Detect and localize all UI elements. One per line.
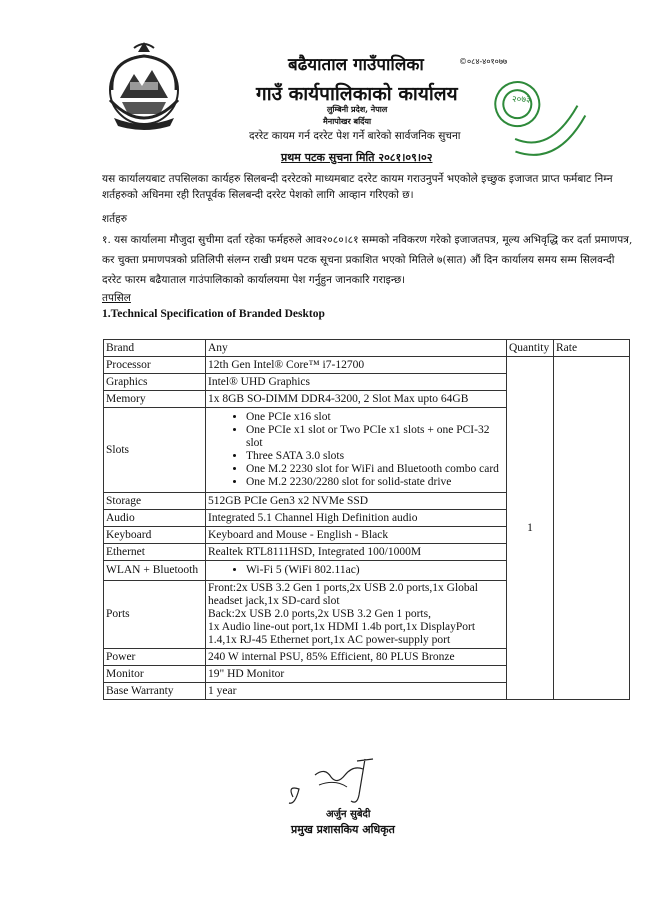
- notice-subject: दररेट कायम गर्न दररेट पेश गर्ने बारेको सार्वजनिक सुचना: [249, 130, 461, 142]
- row-value: 512GB PCIe Gen3 x2 NVMe SSD: [206, 493, 507, 510]
- table-row: [104, 340, 630, 357]
- row-value: 19" HD Monitor: [206, 666, 507, 683]
- quantity-cell: 1: [507, 357, 554, 700]
- row-value: 12th Gen Intel® Core™ i7-12700: [206, 357, 507, 374]
- list-item: • One M.2 2230 slot for WiFi and Bluetooth combo card: [246, 463, 504, 476]
- row-value: [206, 581, 507, 649]
- row-label: Base Warranty: [104, 683, 206, 700]
- notice-date: प्रथम पटक सुचना मिति २०८१।०९।०२: [281, 151, 433, 164]
- office-title: गाउँ कार्यपालिकाको कार्यालय: [256, 83, 458, 105]
- row-value: 240 W internal PSU, 85% Efficient, 80 PLUS Bronze: [206, 649, 507, 666]
- intro-paragraph: यस कार्यालयबाट तपसिलका कार्यहरु सिलबन्दी दररेटको माध्यमबाट दररेट कायम गराउनुपर्ने भएकोले इच्छुक इजाजत प्राप्त फर्मबाट निम्न शर्तहरुको अधिनमा रही रितपूर्वक सिलबन्दी दररेट पेशको लागि आव्हान गरिएको छ।: [102, 173, 613, 201]
- list-item: • One PCIe x1 slot or Two PCIe x1 slots + one PCI-32 slot: [246, 424, 504, 450]
- signatory-title: प्रमुख प्रशासकिय अधिकृत: [291, 823, 395, 836]
- row-label: Graphics: [104, 374, 206, 391]
- row-label: Ethernet: [104, 544, 206, 561]
- spec-table: [103, 339, 630, 700]
- section-title: 1.Technical Specification of Branded Desktop: [102, 308, 325, 320]
- address-text: मैनापोखर बर्दिया: [323, 116, 372, 126]
- row-value: 1 year: [206, 683, 507, 700]
- list-item: • Three SATA 3.0 slots: [246, 450, 504, 463]
- tapsil-heading: तपसिल: [102, 292, 131, 304]
- row-label: Memory: [104, 391, 206, 408]
- svg-text:२०७३: २०७३: [512, 95, 531, 105]
- nepal-emblem-icon: [100, 40, 188, 132]
- rate-header: Rate: [554, 340, 630, 357]
- rate-cell: [554, 357, 630, 700]
- row-value: Integrated 5.1 Channel High Definition audio: [206, 510, 507, 527]
- signature-mark: [285, 755, 395, 810]
- row-value: [206, 408, 507, 493]
- office-seal-stamp: [484, 70, 592, 170]
- row-label: Monitor: [104, 666, 206, 683]
- row-label: Brand: [104, 340, 206, 357]
- row-label: Power: [104, 649, 206, 666]
- row-label: Audio: [104, 510, 206, 527]
- row-label: Storage: [104, 493, 206, 510]
- condition-1: १. यस कार्यालमा मौजुदा सुचीमा दर्ता रहेका फर्महरुले आव२०८०।८१ सम्मको नविकरण गरेको इजाजतपत्र, मूल्य अभिवृद्धि कर दर्ता प्रमाणपत्र, कर चुक्ता प्रमाणपत्रको प्रतिलिपी संलग्न राखी प्रथम पटक सूचना प्रकाशित भएको मितिले ७(सात) औं दिन कार्यालय समय सम्म सिलवन्दी दररेट फारम बढैयाताल गाउंपालिकाको कार्यालयमा पेश गर्नुहुन जानकारि गराइन्छ।: [102, 234, 633, 286]
- list-item: • One M.2 2230/2280 slot for solid-state drive: [246, 476, 504, 489]
- wlan-list: [208, 564, 504, 577]
- row-value: Keyboard and Mouse - English - Black: [206, 527, 507, 544]
- row-label: WLAN + Bluetooth: [104, 561, 206, 581]
- table-row: [104, 357, 630, 374]
- signatory-name: अर्जुन सुबेदी: [326, 809, 371, 820]
- quantity-header: Quantity: [507, 340, 554, 357]
- row-value: Any: [206, 340, 507, 357]
- row-label: Ports: [104, 581, 206, 649]
- ports-line: Front:2x USB 3.2 Gen 1 ports,2x USB 2.0 ports,1x Global headset jack,1x SD-card slot: [208, 582, 478, 607]
- list-item: • Wi-Fi 5 (WiFi 802.11ac): [246, 564, 504, 577]
- row-label: Processor: [104, 357, 206, 374]
- row-value: Realtek RTL8111HSD, Integrated 100/1000M: [206, 544, 507, 561]
- conditions-heading: शर्तहरु: [102, 213, 127, 225]
- list-item: • One PCIe x16 slot: [246, 411, 504, 424]
- ports-line: 1x Audio line-out port,1x HDMI 1.4b port,1x DisplayPort 1.4,1x RJ-45 Ethernet port,1x AC power-supply port: [208, 621, 476, 646]
- row-value: 1x 8GB SO-DIMM DDR4-3200, 2 Slot Max upto 64GB: [206, 391, 507, 408]
- slots-list: [208, 411, 504, 489]
- row-label: Keyboard: [104, 527, 206, 544]
- row-value: [206, 561, 507, 581]
- province-text: लुम्बिनी प्रदेश, नेपाल: [327, 104, 388, 114]
- municipality-name: बढैयाताल गाउँपालिका: [288, 55, 424, 75]
- row-label: Slots: [104, 408, 206, 493]
- phone-number: ©०८४-४०१०७७: [459, 57, 508, 66]
- ports-line: Back:2x USB 2.0 ports,2x USB 3.2 Gen 1 ports,: [208, 608, 431, 620]
- row-value: Intel® UHD Graphics: [206, 374, 507, 391]
